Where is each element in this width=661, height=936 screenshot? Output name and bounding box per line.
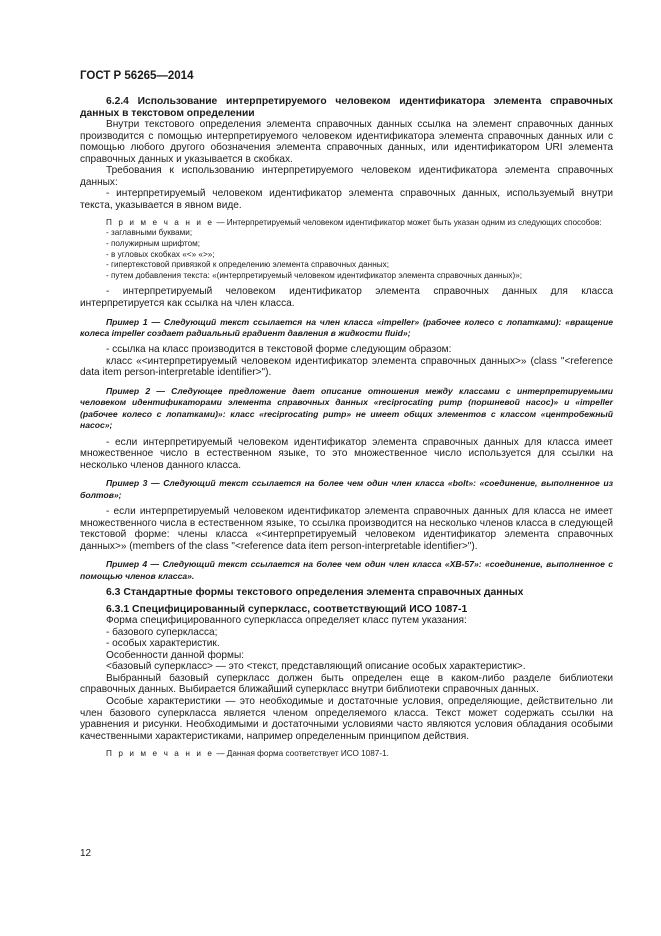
paragraph: <базовый суперкласс> — это <текст, представляющий описание особых характеристик>. <box>106 661 526 673</box>
paragraph: Внутри текстового определения элемента справочных данных ссылка на элемент справочных данных производится с помощью интерпретируемого человеком идентификатора элемента справочных данных или с помощью любого другого обозначения элемента справочных данных, или идентификатором URI элемента справочных данных и указывается в скобках. <box>80 119 613 165</box>
paragraph: Форма специфицированного суперкласса определяет класс путем указания: <box>106 615 467 627</box>
example-2: Пример 2 — Следующее предложение дает описание отношения между классами с интерпретируемыми человеком идентификаторами элемента справочных данных «reciprocating pump (поршневой насос)» и «impeller (рабочее колесо с лопатками)»: класс «reciprocating pump» не имеет общих элементов с классом «центробежный насос»; <box>80 385 613 431</box>
paragraph: класс «<интерпретируемый человеком идентификатор элемента справочных данных>» (class "<reference data item person-interpretable identifier>"). <box>80 355 613 379</box>
page-number: 12 <box>80 848 92 859</box>
document-header: ГОСТ Р 56265—2014 <box>80 70 194 82</box>
list-item: - базового суперкласса; <box>106 626 218 638</box>
list-item: - особых характеристик. <box>106 638 220 650</box>
paragraph: Особые характеристики — это необходимые и достаточные условия, определяющие, действительно ли член базового суперкласса является членом определяемого класса. Текст может содержать ссылки на уравнения и рисунки. Необходимыми и достаточными условиями часто являются условия обладания особыми качественными характеристиками, например определенным принципом действия. <box>80 695 613 742</box>
note <box>80 218 613 228</box>
note-list-item: - заглавными буквами; <box>106 228 193 238</box>
list-item: - ссылка на класс производится в текстовой форме следующим образом: <box>106 344 452 356</box>
note-list-item: - в угловых скобках «<» «>»; <box>106 249 215 259</box>
note-list-item: - гипертекстовой привязкой к определению элемента справочных данных; <box>106 260 389 270</box>
note-text: — Интерпретируемый человеком идентификатор может быть указан одним из следующих способов: <box>214 218 602 228</box>
note-label: П р и м е ч а н и е <box>106 218 215 228</box>
note-list-item: - путем добавления текста: «(интерпретируемый человеком идентификатор элемента справочных данных)»; <box>106 270 523 280</box>
paragraph: Выбранный базовый суперкласс должен быть определен еще в каком-либо разделе библиотеки справочных данных. Выбирается ближайший суперкласс внутри библиотеки справочных данных. <box>80 672 613 696</box>
note-text: — Данная форма соответствует ИСО 1087-1. <box>214 749 389 759</box>
list-item: - если интерпретируемый человеком идентификатор элемента справочных данных для класса не имеет множественного числа в естественном языке, то ссылка производится на несколько членов класса в следующей текстовой форме: члены класса «<интерпретируемый человеком идентификатор элемента справочных данных>» (members of the class "<reference data item person-interpretable identifier>"). <box>80 506 613 552</box>
section-6-3-1-heading: 6.3.1 Специфицированный суперкласс, соответствующий ИСО 1087-1 <box>106 603 468 615</box>
list-item: - интерпретируемый человеком идентификатор элемента справочных данных для класса интерпретируется как ссылка на член класса. <box>80 286 613 309</box>
paragraph: Требования к использованию интерпретируемого человеком идентификатора элемента справочных данных: <box>80 165 613 188</box>
paragraph: Особенности данной формы: <box>106 649 245 661</box>
example-4: Пример 4 — Следующий текст ссылается на более чем один член класса «ХВ-57»: «соединение, выполненное с помощью членов класса». <box>80 559 613 581</box>
section-6-3-heading: 6.3 Стандартные формы текстового определения элемента справочных данных <box>106 587 524 599</box>
document-body <box>80 96 613 759</box>
note <box>80 749 613 759</box>
note-label: П р и м е ч а н и е <box>106 749 215 759</box>
section-6-2-4-heading: 6.2.4 Использование интерпретируемого человеком идентификатора элемента справочных данных в текстовом определении <box>80 96 613 119</box>
example-1: Пример 1 — Следующий текст ссылается на член класса «impeller» (рабочее колесо с лопатками): «вращение колеса impeller создает радиальный градиент давления в жидкости fluid»; <box>80 316 613 338</box>
list-item: - если интерпретируемый человеком идентификатор элемента справочных данных для класса имеет множественное число в естественном языке, то это множественное число используется для ссылки на несколько членов данного класса. <box>80 436 613 471</box>
note-list-item: - полужирным шрифтом; <box>106 239 201 249</box>
list-item: - интерпретируемый человеком идентификатор элемента справочных данных, используемый внутри текста, указывается в явном виде. <box>80 188 613 211</box>
example-3: Пример 3 — Следующий текст ссылается на более чем один член класса «bolt»: «соединение, выполненное из болтов»; <box>80 478 613 500</box>
